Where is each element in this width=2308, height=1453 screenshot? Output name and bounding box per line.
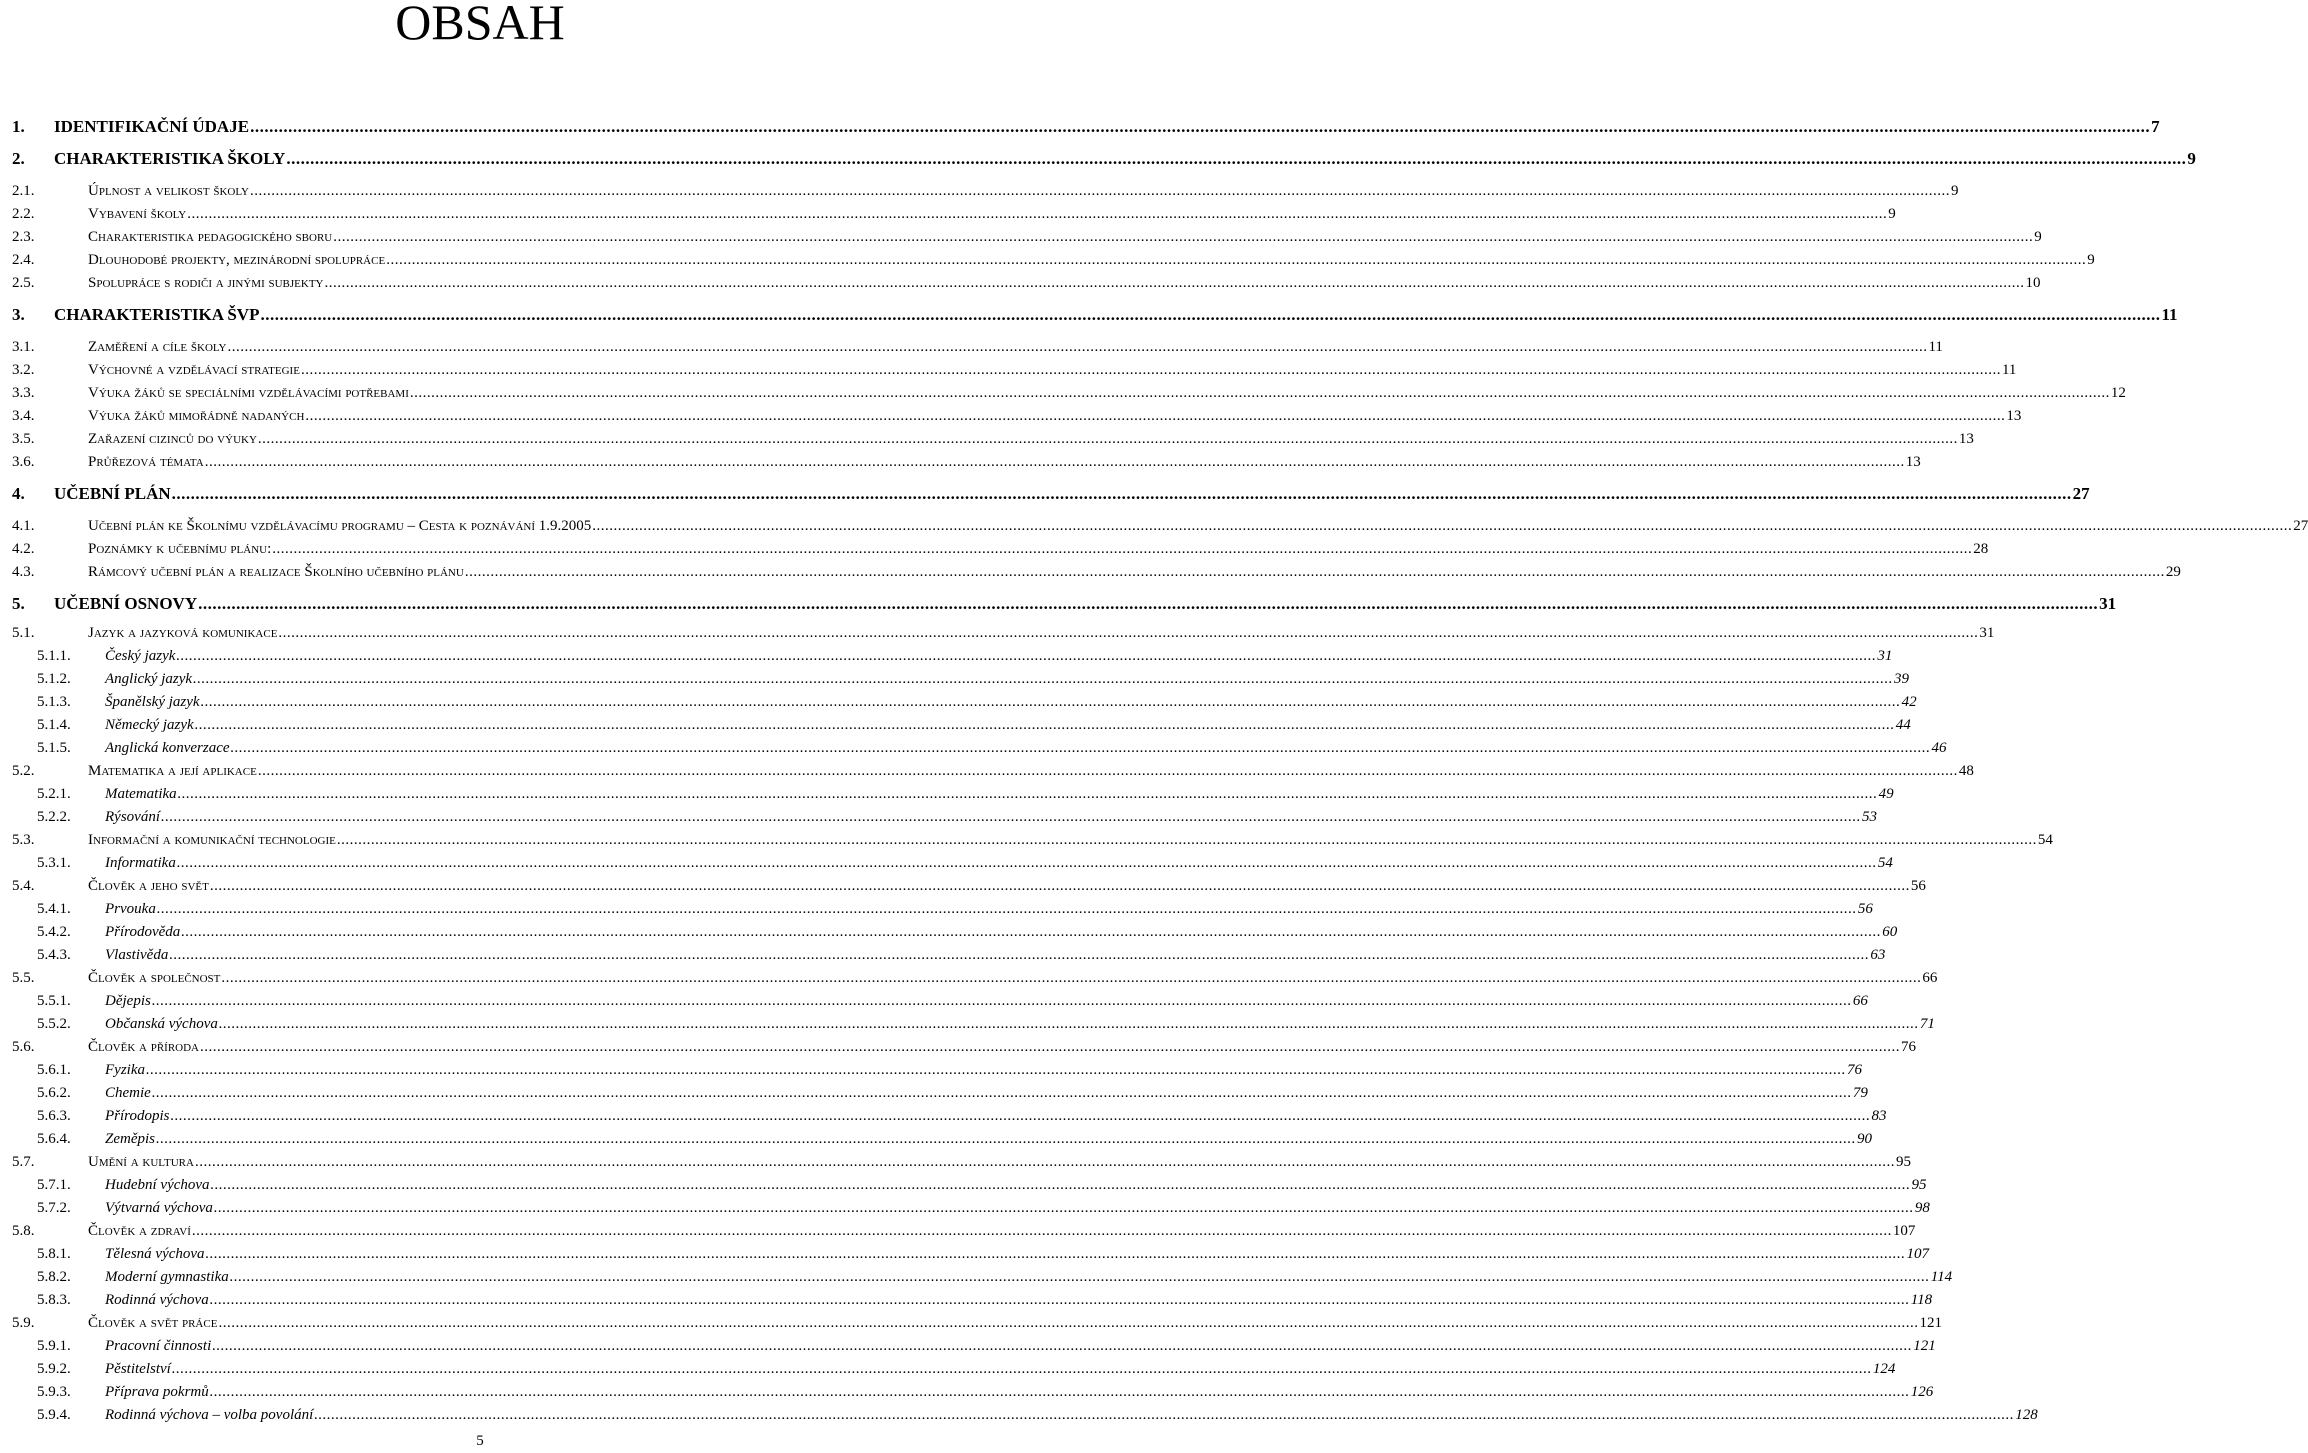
toc-entry[interactable] <box>0 593 2117 615</box>
toc-entry-number: 5.7.2. <box>37 1200 71 1216</box>
toc-entry-leader: ................................................................................................................................................................................................................................................................................................................................................................................................................ <box>249 183 1950 199</box>
toc-entry-number: 5.5.1. <box>37 993 71 1009</box>
toc-entry[interactable] <box>0 783 1894 805</box>
toc-entry-leader: ................................................................................................................................................................................................................................................................................................................................................................................................................ <box>176 855 1877 871</box>
toc-entry-title: Vlastivěda <box>105 947 169 963</box>
toc-entry-title: Vybavení školy <box>88 206 187 222</box>
toc-entry-leader: ................................................................................................................................................................................................................................................................................................................................................................................................................ <box>145 1062 1846 1078</box>
toc-entry-page: 54 <box>2037 832 2053 848</box>
toc-entry-page: 42 <box>1901 694 1917 710</box>
toc-entry-leader: ................................................................................................................................................................................................................................................................................................................................................................................................................ <box>300 362 2001 378</box>
toc-entry-number: 5.9.4. <box>37 1407 71 1423</box>
toc-entry-page: 128 <box>2015 1407 2038 1423</box>
toc-entry-title: Chemie <box>105 1085 151 1101</box>
toc-entry-page: 9 <box>2034 229 2042 245</box>
toc-entry-number: 5.8.1. <box>37 1246 71 1262</box>
toc-entry-number: 5.4.1. <box>37 901 71 917</box>
toc-entry[interactable] <box>0 304 2178 326</box>
toc-entry-page: 13 <box>1905 454 1921 470</box>
toc-entry[interactable] <box>0 1312 1942 1334</box>
toc-entry[interactable] <box>0 737 1947 759</box>
toc-entry[interactable] <box>0 852 1893 874</box>
toc-entry[interactable] <box>0 1128 1872 1150</box>
toc-entry-title: Španělský jazyk <box>105 694 200 710</box>
toc-entry-number: 4.2. <box>12 541 35 557</box>
toc-entry-number: 5.9.1. <box>37 1338 71 1354</box>
toc-entry-leader: ................................................................................................................................................................................................................................................................................................................................................................................................................ <box>200 1039 1901 1055</box>
toc-entry-leader: ................................................................................................................................................................................................................................................................................................................................................................................................................ <box>409 385 2110 401</box>
toc-entry-number: 4.3. <box>12 564 35 580</box>
toc-entry[interactable] <box>0 1220 1916 1242</box>
toc-entry[interactable] <box>0 668 1910 690</box>
toc-entry-leader: ................................................................................................................................................................................................................................................................................................................................................................................................................ <box>230 740 1931 756</box>
toc-entry-number: 5.1.4. <box>37 717 71 733</box>
toc-entry-page: 83 <box>1871 1108 1887 1124</box>
toc-entry-number: 5.6.3. <box>37 1108 71 1124</box>
toc-entry-page: 79 <box>1852 1085 1868 1101</box>
toc-entry-title: Učební plán ke Školnímu vzdělávacímu programu – Cesta k poznávání 1.9.2005 <box>88 518 592 534</box>
toc-entry-page: 126 <box>1910 1384 1934 1400</box>
toc-entry-page: 11 <box>2161 305 2178 324</box>
toc-entry-leader: ................................................................................................................................................................................................................................................................................................................................................................................................................ <box>286 149 2187 168</box>
toc-entry-page: 56 <box>1910 878 1926 894</box>
toc-entry-page: 31 <box>1877 648 1893 664</box>
toc-entry[interactable] <box>0 645 1893 667</box>
toc-entry[interactable] <box>0 336 1943 358</box>
toc-entry-title: Rodinná výchova <box>105 1292 209 1308</box>
page-number: 5 <box>476 1433 484 1449</box>
toc-entry-title: Spolupráce s rodiči a jinými subjekty <box>88 275 324 291</box>
toc-entry[interactable] <box>0 1358 1896 1380</box>
toc-entry-leader: ................................................................................................................................................................................................................................................................................................................................................................................................................ <box>198 594 2099 613</box>
toc-entry-leader: ................................................................................................................................................................................................................................................................................................................................................................................................................ <box>260 305 2161 324</box>
toc-entry-number: 2.2. <box>12 206 35 222</box>
toc-entry-page: 71 <box>1919 1016 1935 1032</box>
toc-entry-page: 39 <box>1894 671 1910 687</box>
toc-entry-number: 3.2. <box>12 362 35 378</box>
toc-entry-title: Rámcový učební plán a realizace Školního učebního plánu <box>88 564 464 580</box>
toc-entry-number: 3. <box>12 305 25 324</box>
toc-entry-page: 49 <box>1878 786 1894 802</box>
toc-entry-title: CHARAKTERISTIKA ŠKOLY <box>54 149 286 168</box>
toc-entry-title: UČEBNÍ PLÁN <box>54 484 171 503</box>
toc-entry-page: 107 <box>1906 1246 1930 1262</box>
toc-entry-title: Pěstitelství <box>105 1361 171 1377</box>
toc-entry-title: Dějepis <box>105 993 151 1009</box>
toc-entry-leader: ................................................................................................................................................................................................................................................................................................................................................................................................................ <box>278 625 1979 641</box>
toc-entry-title: Jazyk a jazyková komunikace <box>88 625 278 641</box>
toc-entry-page: 11 <box>1928 339 1943 355</box>
toc-entry-title: Úplnost a velikost školy <box>88 183 249 199</box>
toc-entry-leader: ................................................................................................................................................................................................................................................................................................................................................................................................................ <box>218 1315 1919 1331</box>
toc-entry-page: 76 <box>1846 1062 1862 1078</box>
toc-entry-page: 9 <box>1888 206 1896 222</box>
toc-entry[interactable] <box>0 1266 1953 1288</box>
toc-entry-page: 12 <box>2110 385 2126 401</box>
toc-entry-title: UČEBNÍ OSNOVY <box>54 594 198 613</box>
toc-entry-leader: ................................................................................................................................................................................................................................................................................................................................................................................................................ <box>218 1016 1919 1032</box>
toc-entry-page: 118 <box>1910 1292 1933 1308</box>
toc-entry[interactable] <box>0 1036 1917 1058</box>
toc-entry[interactable] <box>0 1289 1933 1311</box>
toc-entry-leader: ................................................................................................................................................................................................................................................................................................................................................................................................................ <box>187 206 1888 222</box>
toc-entry-number: 5.2. <box>12 763 35 779</box>
toc-entry-leader: ................................................................................................................................................................................................................................................................................................................................................................................................................ <box>171 484 2072 503</box>
toc-entry-number: 3.6. <box>12 454 35 470</box>
toc-entry[interactable] <box>0 561 2181 583</box>
toc-entry-number: 5.1.2. <box>37 671 71 687</box>
toc-entry-number: 5.5.2. <box>37 1016 71 1032</box>
toc-entry-title: Fyzika <box>105 1062 145 1078</box>
toc-entry-number: 5.7.1. <box>37 1177 71 1193</box>
toc-entry-title: Hudební výchova <box>105 1177 210 1193</box>
toc-entry-number: 5.6.2. <box>37 1085 71 1101</box>
toc-entry[interactable] <box>0 1105 1887 1127</box>
toc-entry-leader: ................................................................................................................................................................................................................................................................................................................................................................................................................ <box>227 339 1928 355</box>
toc-entry-title: Tělesná výchova <box>105 1246 205 1262</box>
toc-entry-leader: ................................................................................................................................................................................................................................................................................................................................................................................................................ <box>156 1131 1856 1147</box>
toc-entry[interactable] <box>0 921 1898 943</box>
toc-entry-leader: ................................................................................................................................................................................................................................................................................................................................................................................................................ <box>209 1384 1910 1400</box>
toc-entry-number: 5.1.1. <box>37 648 71 664</box>
toc-entry-number: 4.1. <box>12 518 35 534</box>
toc-entry-number: 3.5. <box>12 431 35 447</box>
toc-entry-page: 31 <box>1979 625 1995 641</box>
toc-entry[interactable] <box>0 180 1959 202</box>
toc-entry-title: Dlouhodobé projekty, mezinárodní spolupráce <box>88 252 386 268</box>
toc-entry-leader: ................................................................................................................................................................................................................................................................................................................................................................................................................ <box>212 1338 1913 1354</box>
toc-entry-title: CHARAKTERISTIKA ŠVP <box>54 305 260 324</box>
toc-entry-title: Charakteristika pedagogického sboru <box>88 229 333 245</box>
toc-entry-leader: ................................................................................................................................................................................................................................................................................................................................................................................................................ <box>191 1223 1892 1239</box>
toc-entry-page: 9 <box>1950 183 1959 199</box>
toc-entry-leader: ................................................................................................................................................................................................................................................................................................................................................................................................................ <box>156 901 1857 917</box>
toc-entry-number: 2.3. <box>12 229 35 245</box>
toc-entry-page: 121 <box>1919 1315 1942 1331</box>
toc-entry-leader: ................................................................................................................................................................................................................................................................................................................................................................................................................ <box>169 947 1870 963</box>
toc-entry-number: 4. <box>12 484 25 503</box>
toc-entry-page: 54 <box>1877 855 1893 871</box>
toc-entry-page: 13 <box>1958 431 1974 447</box>
toc-entry-leader: ................................................................................................................................................................................................................................................................................................................................................................................................................ <box>336 832 2037 848</box>
toc-entry-title: Rodinná výchova – volba povolání <box>105 1407 314 1423</box>
toc-entry[interactable] <box>0 382 2126 404</box>
toc-entry-page: 63 <box>1870 947 1886 963</box>
toc-entry-title: Zařazení cizinců do výuky <box>88 431 257 447</box>
toc-entry-title: Zaměření a cíle školy <box>88 339 227 355</box>
toc-entry-number: 5.5. <box>12 970 35 986</box>
toc-entry-number: 5.9. <box>12 1315 35 1331</box>
toc-entry-leader: ................................................................................................................................................................................................................................................................................................................................................................................................................ <box>305 408 2006 424</box>
toc-entry-leader: ................................................................................................................................................................................................................................................................................................................................................................................................................ <box>213 1200 1914 1216</box>
toc-entry-leader: ................................................................................................................................................................................................................................................................................................................................................................................................................ <box>181 924 1882 940</box>
toc-entry-number: 3.3. <box>12 385 35 401</box>
toc-entry[interactable] <box>0 538 1989 560</box>
toc-entry-number: 5.4.3. <box>37 947 71 963</box>
toc-entry-page: 90 <box>1857 1131 1872 1147</box>
toc-entry-number: 5.8.2. <box>37 1269 71 1285</box>
toc-entry-number: 5.1.3. <box>37 694 71 710</box>
toc-entry-leader: ................................................................................................................................................................................................................................................................................................................................................................................................................ <box>257 763 1958 779</box>
toc-entry[interactable] <box>0 203 1896 225</box>
toc-entry-title: Člověk a společnost <box>88 970 221 986</box>
toc-entry-leader: ................................................................................................................................................................................................................................................................................................................................................................................................................ <box>333 229 2034 245</box>
toc-entry-page: 124 <box>1872 1361 1896 1377</box>
toc-entry-number: 3.4. <box>12 408 35 424</box>
toc-entry[interactable] <box>0 515 2308 537</box>
toc-entry-title: Rýsování <box>105 809 160 825</box>
toc-entry-page: 27 <box>2072 484 2090 503</box>
toc-entry-leader: ................................................................................................................................................................................................................................................................................................................................................................................................................ <box>151 1085 1852 1101</box>
toc-entry-title: Umění a kultura <box>88 1154 194 1170</box>
toc-entry-title: Člověk a zdraví <box>88 1223 191 1239</box>
toc-entry-number: 2.5. <box>12 275 35 291</box>
toc-entry-leader: ................................................................................................................................................................................................................................................................................................................................................................................................................ <box>229 1269 1930 1285</box>
toc-entry-page: 9 <box>2087 252 2095 268</box>
toc-entry-leader: ................................................................................................................................................................................................................................................................................................................................................................................................................ <box>386 252 2087 268</box>
toc-entry-title: Anglická konverzace <box>105 740 230 756</box>
toc-entry[interactable] <box>0 714 1911 736</box>
toc-entry-title: Občanská výchova <box>105 1016 218 1032</box>
toc-entry-page: 13 <box>2006 408 2022 424</box>
toc-entry-number: 2. <box>12 149 25 168</box>
toc-entry-title: Přírodověda <box>105 924 181 940</box>
toc-entry-page: 29 <box>2165 564 2181 580</box>
toc-entry-number: 5.9.2. <box>37 1361 71 1377</box>
toc-entry[interactable] <box>0 1082 1868 1104</box>
toc-entry-page: 114 <box>1930 1269 1953 1285</box>
toc-entry-title: Příprava pokrmů <box>105 1384 209 1400</box>
toc-entry-title: IDENTIFIKAČNÍ ÚDAJE <box>54 117 250 136</box>
toc-entry[interactable] <box>0 760 1974 782</box>
toc-entry-page: 60 <box>1882 924 1898 940</box>
toc-entry[interactable] <box>0 451 1921 473</box>
toc-entry-leader: ................................................................................................................................................................................................................................................................................................................................................................................................................ <box>194 717 1895 733</box>
toc-entry[interactable] <box>0 875 1926 897</box>
toc-entry-page: 44 <box>1895 717 1911 733</box>
toc-entry-number: 2.4. <box>12 252 35 268</box>
toc-entry-leader: ................................................................................................................................................................................................................................................................................................................................................................................................................ <box>205 1246 1906 1262</box>
toc-entry-page: 121 <box>1913 1338 1936 1354</box>
toc-entry-leader: ................................................................................................................................................................................................................................................................................................................................................................................................................ <box>177 786 1878 802</box>
toc-entry[interactable] <box>0 1151 1911 1173</box>
toc-entry[interactable] <box>0 967 1938 989</box>
toc-entry-number: 5.6.1. <box>37 1062 71 1078</box>
toc-entry-page: 48 <box>1958 763 1974 779</box>
toc-entry-title: Poznámky k učebnímu plánu: <box>88 541 272 557</box>
toc-entry[interactable] <box>0 1381 1934 1403</box>
toc-entry-leader: ................................................................................................................................................................................................................................................................................................................................................................................................................ <box>204 454 1905 470</box>
toc-entry-page: 11 <box>2001 362 2017 378</box>
toc-entry-page: 66 <box>1852 993 1868 1009</box>
toc-entry-leader: ................................................................................................................................................................................................................................................................................................................................................................................................................ <box>200 694 1901 710</box>
toc-entry-number: 2.1. <box>12 183 35 199</box>
toc-entry-leader: ................................................................................................................................................................................................................................................................................................................................................................................................................ <box>160 809 1861 825</box>
toc-entry[interactable] <box>0 1059 1862 1081</box>
toc-entry-number: 5.1.5. <box>37 740 71 756</box>
toc-entry-page: 31 <box>2099 594 2117 613</box>
toc-entry-page: 56 <box>1857 901 1873 917</box>
toc-entry-title: Informační a komunikační technologie <box>88 832 336 848</box>
toc-entry[interactable] <box>0 249 2095 271</box>
toc-entry-number: 5.6.4. <box>37 1131 71 1147</box>
toc-entry-title: Člověk a příroda <box>88 1039 200 1055</box>
toc-entry-number: 5.4. <box>12 878 35 894</box>
toc-entry[interactable] <box>0 1197 1930 1219</box>
toc-entry-leader: ................................................................................................................................................................................................................................................................................................................................................................................................................ <box>314 1407 2015 1423</box>
toc-entry-leader: ................................................................................................................................................................................................................................................................................................................................................................................................................ <box>257 431 1958 447</box>
toc-entry-title: Výuka žáků mimořádně nadaných <box>88 408 305 424</box>
toc-entry[interactable] <box>0 990 1868 1012</box>
toc-entry-leader: ................................................................................................................................................................................................................................................................................................................................................................................................................ <box>250 117 2151 136</box>
toc-entry-page: 9 <box>2187 149 2196 168</box>
toc-entry-leader: ................................................................................................................................................................................................................................................................................................................................................................................................................ <box>221 970 1922 986</box>
toc-entry-title: Výtvarná výchova <box>105 1200 213 1216</box>
toc-entry-page: 107 <box>1892 1223 1916 1239</box>
toc-entry-page: 98 <box>1914 1200 1930 1216</box>
toc-entry-leader: ................................................................................................................................................................................................................................................................................................................................................................................................................ <box>176 648 1877 664</box>
toc-entry-number: 5.3. <box>12 832 35 848</box>
toc-entry[interactable] <box>0 806 1877 828</box>
toc-entry-page: 95 <box>1911 1177 1927 1193</box>
toc-entry-leader: ................................................................................................................................................................................................................................................................................................................................................................................................................ <box>193 671 1894 687</box>
toc-entry-number: 5.3.1. <box>37 855 71 871</box>
toc-entry-number: 5.7. <box>12 1154 35 1170</box>
toc-entry[interactable] <box>0 116 2160 138</box>
toc-entry-number: 5.6. <box>12 1039 35 1055</box>
toc-entry[interactable] <box>0 148 2196 170</box>
toc-entry-title: Německý jazyk <box>105 717 194 733</box>
toc-entry[interactable] <box>0 829 2053 851</box>
toc-entry-leader: ................................................................................................................................................................................................................................................................................................................................................................................................................ <box>170 1108 1871 1124</box>
toc-entry-title: Informatika <box>105 855 176 871</box>
toc-entry-leader: ................................................................................................................................................................................................................................................................................................................................................................................................................ <box>324 275 2025 291</box>
toc-entry-number: 5.4.2. <box>37 924 71 940</box>
page-title: OBSAH <box>395 0 565 50</box>
toc-entry[interactable] <box>0 405 2022 427</box>
toc-entry-page: 95 <box>1895 1154 1911 1170</box>
toc-entry[interactable] <box>0 226 2042 248</box>
toc-entry[interactable] <box>0 1335 1936 1357</box>
toc-entry-leader: ................................................................................................................................................................................................................................................................................................................................................................................................................ <box>194 1154 1895 1170</box>
toc-entry-number: 1. <box>12 117 25 136</box>
toc-entry-number: 5.8. <box>12 1223 35 1239</box>
toc-entry-leader: ................................................................................................................................................................................................................................................................................................................................................................................................................ <box>464 564 2165 580</box>
toc-entry-title: Výchovné a vzdělávací strategie <box>88 362 300 378</box>
toc-entry-number: 5.1. <box>12 625 35 641</box>
toc-entry[interactable] <box>0 483 2090 505</box>
toc-entry-title: Přírodopis <box>105 1108 170 1124</box>
toc-entry-title: Prvouka <box>105 901 156 917</box>
toc-entry[interactable] <box>0 1404 2038 1426</box>
toc-entry-number: 5.8.3. <box>37 1292 71 1308</box>
toc-entry-title: Zeměpis <box>105 1131 155 1147</box>
toc-entry-page: 53 <box>1861 809 1877 825</box>
toc-entry[interactable] <box>0 1174 1927 1196</box>
toc-entry-title: Člověk a svět práce <box>88 1315 218 1331</box>
toc-entry-title: Český jazyk <box>105 648 176 664</box>
toc-entry[interactable] <box>0 691 1917 713</box>
toc-entry-leader: ................................................................................................................................................................................................................................................................................................................................................................................................................ <box>171 1361 1872 1377</box>
toc-entry-page: 46 <box>1931 740 1947 756</box>
toc-entry-number: 5.2.1. <box>37 786 71 802</box>
toc-entry-leader: ................................................................................................................................................................................................................................................................................................................................................................................................................ <box>209 1292 1910 1308</box>
toc-entry-page: 66 <box>1922 970 1938 986</box>
toc-entry[interactable] <box>0 272 2041 294</box>
toc-entry[interactable] <box>0 428 1974 450</box>
toc-entry[interactable] <box>0 1243 1930 1265</box>
toc-entry-leader: ................................................................................................................................................................................................................................................................................................................................................................................................................ <box>209 878 1910 894</box>
toc-entry-page: 27 <box>2293 518 2308 534</box>
toc-entry-title: Anglický jazyk <box>105 671 193 687</box>
toc-entry[interactable] <box>0 622 1995 644</box>
toc-entry-title: Matematika a její aplikace <box>88 763 257 779</box>
toc-entry-page: 28 <box>1973 541 1989 557</box>
toc-entry-number: 3.1. <box>12 339 35 355</box>
toc-entry-title: Pracovní činnosti <box>105 1338 212 1354</box>
toc-entry-title: Matematika <box>105 786 177 802</box>
toc-entry-title: Moderní gymnastika <box>105 1269 229 1285</box>
toc-entry-leader: ................................................................................................................................................................................................................................................................................................................................................................................................................ <box>151 993 1852 1009</box>
toc-entry-page: 7 <box>2151 117 2160 136</box>
toc-entry-number: 5.9.3. <box>37 1384 71 1400</box>
toc-entry[interactable] <box>0 359 2017 381</box>
toc-entry-page: 76 <box>1901 1039 1917 1055</box>
toc-entry-title: Průřezová témata <box>88 454 204 470</box>
toc-entry-title: Člověk a jeho svět <box>88 878 209 894</box>
toc-entry-page: 10 <box>2025 275 2041 291</box>
toc-entry[interactable] <box>0 944 1886 966</box>
toc-entry[interactable] <box>0 1013 1935 1035</box>
toc-entry-title: Výuka žáků se speciálními vzdělávacími potřebami <box>88 385 409 401</box>
toc-entry-number: 5.2.2. <box>37 809 71 825</box>
toc-entry-number: 5. <box>12 594 25 613</box>
toc-entry-leader: ................................................................................................................................................................................................................................................................................................................................................................................................................ <box>592 518 2293 534</box>
toc-entry-leader: ................................................................................................................................................................................................................................................................................................................................................................................................................ <box>272 541 1973 557</box>
toc-entry-leader: ................................................................................................................................................................................................................................................................................................................................................................................................................ <box>210 1177 1911 1193</box>
toc-entry[interactable] <box>0 898 1873 920</box>
